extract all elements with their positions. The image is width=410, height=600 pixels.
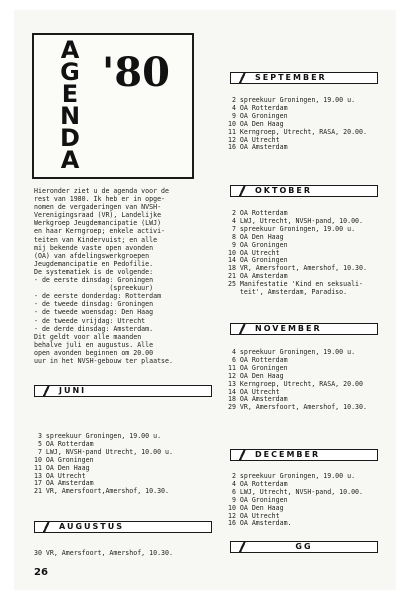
intro-line: (OA) van afdelingswerkgroepen [34,251,150,260]
intro-line: - de eerste dinsdag: Groningen [34,276,154,285]
month-title: OKTOBER [255,186,312,195]
event-item: 6 OA Rotterdam [228,355,288,364]
event-item: 2 spreekuur Groningen, 19.00 u. [228,472,356,480]
month-header-september [230,72,378,84]
intro-line: Dit geldt voor alle maanden [34,332,142,341]
slash-mark [235,73,249,83]
event-item: 8 OA Den Haag [228,232,284,241]
intro-line: (spreekuur) [34,284,154,293]
intro-line: De systematiek is de volgende: [34,267,154,276]
event-item: teit', Amsterdam, Paradiso. [228,288,348,297]
event-item: 3 spreekuur Groningen, 19.00 u. [34,432,162,440]
event-item: 13 OA Utrecht [34,471,86,480]
event-item: 21 OA Amsterdam [228,272,288,281]
month-title: SEPTEMBER [255,73,327,82]
month-title: AUGUSTUS [59,522,124,531]
logo-letter: D [60,124,80,152]
month-header-juni [34,385,212,397]
intro-line: en haar Kerngroep; enkele activi- [34,227,166,236]
event-item: 11 OA Den Haag [34,463,90,472]
intro-line: uur in het NVSH-gebouw ter plaatse. [34,356,173,365]
event-item: 21 VR, Amersfoort,Amershof, 10.30. [34,487,169,496]
event-item: 12 OA Utrecht [228,511,280,520]
intro-line: - de tweede vrijdag: Utrecht [34,316,146,325]
event-item: 6 LWJ, Utrecht, NVSH-pand, 10.00. [228,487,363,496]
month-title: NOVEMBER [255,324,322,333]
event-item: 12 OA Den Haag [228,371,284,380]
event-list-september [228,97,367,152]
event-item: 25 Manifestatie 'Kind en seksuali- [228,280,363,289]
event-item: 4 spreekuur Groningen, 19.00 u. [228,348,356,356]
event-item: 4 OA Rotterdam [228,479,288,488]
event-list-juni [34,433,173,496]
logo-letter: G [60,58,80,86]
slash-mark [235,186,249,196]
intro-line: - de tweede woensdag: Den Haag [34,308,154,317]
event-item: 9 OA Groningen [228,495,288,504]
event-item: 17 OA Amsterdam [34,479,94,488]
event-item: 2 OA Rotterdam [228,209,288,217]
intro-line: Jeugdemancipatie en Pedofilie. [34,259,154,268]
signature-initials: GG [295,542,313,551]
event-item: 18 VR, Amersfoort, Amershof, 10.30. [228,264,367,273]
event-item: 2 spreekuur Groningen, 19.00 u. [228,96,356,104]
month-header-november [230,323,378,335]
intro-line: Verenigingsraad (VR), Landelijke [34,211,162,220]
slash-mark [235,324,249,334]
event-item: 10 OA Den Haag [228,503,284,512]
event-item: 14 OA Utrecht [228,387,280,396]
event-item: 10 OA Groningen [34,455,94,464]
event-item: 29 VR, Amersfoort, Amershof, 10.30. [228,403,367,412]
intro-line: behalve juli en augustus. Alle [34,340,154,349]
month-header-oktober [230,185,378,197]
slash-mark [39,386,53,396]
slash-mark [39,522,53,532]
intro-line: rest van 1980. Ik heb er in opge- [34,195,166,204]
event-item: 30 VR, Amersfoort, Amershof, 10.30. [34,549,173,557]
signature-box [230,541,378,553]
event-item: 5 OA Rotterdam [34,439,94,448]
intro-line: mij bekende vaste open avonden [34,243,154,252]
intro-line: open avonden beginnen om 20.00 [34,348,154,357]
agenda-vertical-title [56,36,84,174]
logo-letter: A [60,146,80,174]
month-title: DECEMBER [255,450,321,459]
event-item: 12 OA Utrecht [228,135,280,144]
intro-line: Hieronder ziet u de agenda voor de [34,187,169,195]
event-item: 11 OA Groningen [228,363,288,372]
intro-line: - de eerste donderdag: Rotterdam [34,292,162,301]
slash-mark [235,450,249,460]
event-item: 16 OA Amsterdam [228,143,288,152]
logo-letter: E [61,80,79,108]
intro-line: - de derde dinsdag: Amsterdam. [34,324,154,333]
intro-line: nomen de vergaderingen van NVSH- [34,203,162,212]
event-item: 9 OA Groningen [228,111,288,120]
month-title: JUNI [59,386,87,395]
agenda-logo [32,33,194,179]
event-item: 4 OA Rotterdam [228,103,288,112]
intro-line: teiten van Kindervuist; en alle [34,235,158,244]
event-item: 10 OA Den Haag [228,119,284,128]
event-item: 16 OA Amsterdam. [228,519,292,528]
event-list-november [228,349,367,412]
event-item: 9 OA Groningen [228,240,288,249]
event-list-oktober [228,210,367,297]
intro-line: - de tweede dinsdag: Groningen [34,300,154,309]
month-header-augustus [34,521,212,533]
event-item: 7 spreekuur Groningen, 19.00 u. [228,224,356,233]
logo-letter: A [60,36,80,64]
event-list-augustus [34,550,173,558]
logo-letter: N [59,102,81,130]
event-item: 14 OA Groningen [228,256,288,265]
event-item: 4 LWJ, Utrecht, NVSH-pand, 10.00. [228,216,363,225]
month-header-december [230,449,378,461]
event-item: 18 OA Amsterdam [228,395,288,404]
event-item: 7 LWJ, NVSH-pand Utrecht, 10.00 u. [34,447,173,456]
event-item: 13 Kerngroep, Utrecht, RASA, 20.00 [228,379,363,388]
intro-line: Werkgroep Jeugdemancipatie (LWJ) [34,219,162,228]
event-item: 10 OA Utrecht [228,248,280,257]
intro-text [34,187,212,365]
event-item: 11 Kerngroep, Utrecht, RASA, 20.00. [228,127,367,136]
page-number: 26 [34,567,48,578]
agenda-year: '80 [102,49,170,96]
event-list-december [228,473,363,528]
